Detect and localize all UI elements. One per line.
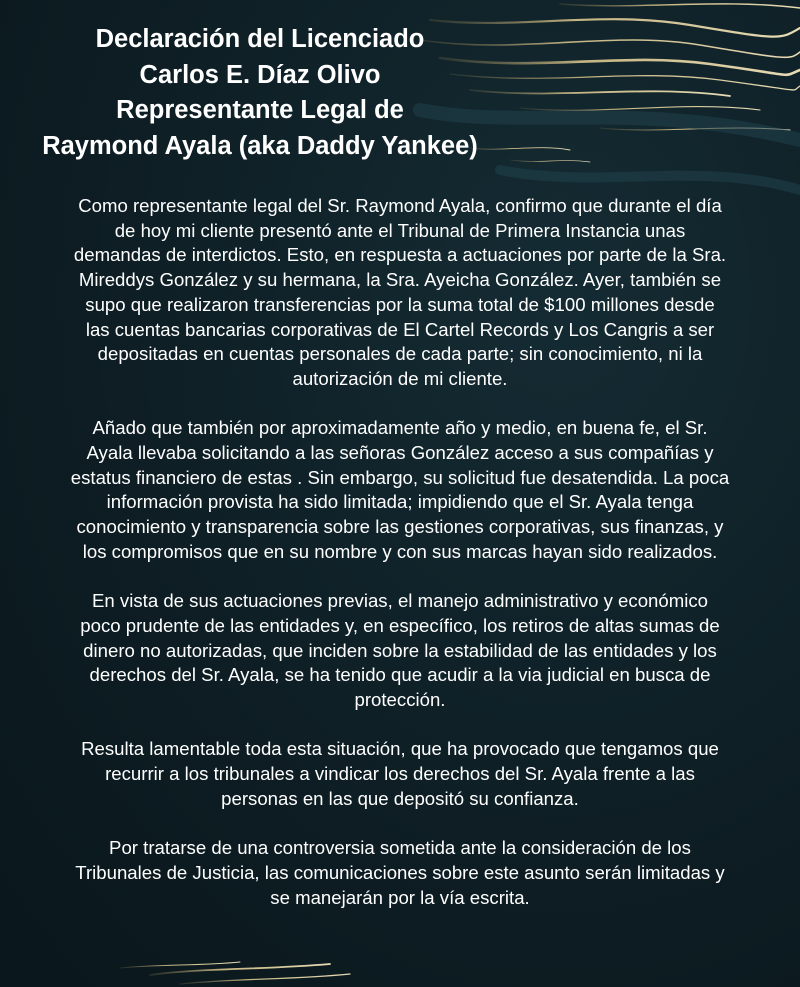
text-line: demandas de interdictos. Esto, en respuesta a actuaciones por parte de la Sra. (73, 244, 727, 266)
title-line: Representante Legal de (116, 96, 404, 124)
statement-title (0, 22, 520, 164)
paragraph-confirmation (0, 194, 800, 392)
paragraph-judicial-action (0, 589, 800, 713)
text-line: derechos del Sr. Ayala, se ha tenido que acudir a la via judicial en busca de (89, 664, 711, 686)
text-line: Por tratarse de una controversia sometida ante la consideración de los (109, 837, 691, 859)
text-line: Resulta lamentable toda esta situación, que ha provocado que tengamos que (81, 738, 719, 760)
text-line: En vista de sus actuaciones previas, el manejo administrativo y económico (92, 590, 708, 612)
title-line: Raymond Ayala (aka Daddy Yankee) (42, 131, 478, 160)
title-line: Declaración del Licenciado (95, 25, 425, 53)
text-line: conocimiento y transparencia sobre las gestiones corporativas, sus finanzas, y (76, 516, 724, 538)
text-line: supo que realizaron transferencias por la suma total de $100 millones desde (85, 293, 715, 315)
paragraph-background (0, 416, 800, 564)
statement-body (0, 194, 800, 935)
text-line: autorización de mi cliente. (292, 367, 508, 389)
text-line: se manejarán por la vía escrita. (270, 886, 530, 908)
text-line: Añado que también por aproximadamente año y medio, en buena fe, el Sr. (92, 417, 708, 439)
text-line: información provista ha sido limitada; impidiendo que el Sr. Ayala tenga (106, 491, 694, 513)
title-line: Carlos E. Díaz Olivo (139, 60, 381, 89)
text-line: Ayala llevaba solicitando a las señoras González acceso a sus compañías y (86, 442, 714, 464)
text-line: depositadas en cuentas personales de cada parte; sin conocimiento, ni la (97, 343, 703, 365)
text-line: dinero no autorizadas, que inciden sobre la estabilidad de las entidades y los (83, 639, 717, 661)
text-line: Mireddys González y su hermana, la Sra. Ayeicha González. Ayer, también se (78, 269, 722, 291)
text-line: recurrir a los tribunales a vindicar los derechos del Sr. Ayala frente a las (105, 763, 695, 785)
text-line: las cuentas bancarias corporativas de El Cartel Records y Los Cangris a ser (85, 318, 715, 340)
paragraph-regret (0, 737, 800, 811)
text-line: personas en las que depositó su confianza. (221, 787, 579, 809)
text-line: Como representante legal del Sr. Raymond Ayala, confirmo que durante el día (78, 195, 722, 216)
text-line: poco prudente de las entidades y, en específico, los retiros de altas sumas de (80, 614, 720, 636)
text-line: los compromisos que en su nombre y con sus marcas hayan sido realizados. (82, 540, 718, 562)
text-line: Tribunales de Justicia, las comunicaciones sobre este asunto serán limitadas y (75, 861, 725, 883)
text-line: estatus financiero de estas . Sin embargo, su solicitud fue desatendida. La poca (70, 466, 730, 488)
text-line: protección. (354, 689, 446, 711)
paragraph-communications (0, 836, 800, 910)
text-line: de hoy mi cliente presentó ante el Tribunal de Primera Instancia unas (114, 219, 686, 241)
